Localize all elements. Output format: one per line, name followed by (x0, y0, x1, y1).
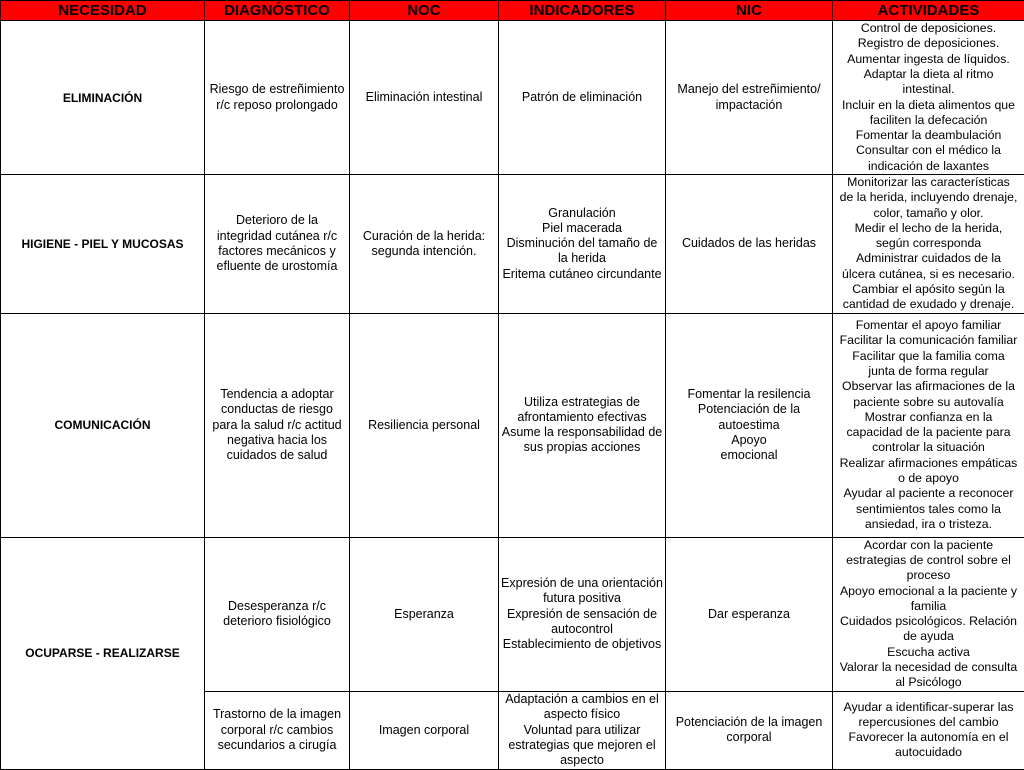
cell-line: indicación de laxantes (835, 159, 1022, 174)
table-row (1, 21, 1024, 175)
cell-line: Curación de la herida: (352, 229, 496, 244)
table-row (1, 175, 1024, 314)
cell-line: Esperanza (352, 607, 496, 622)
cell-line: factores mecánicos y (207, 244, 347, 259)
diagnosis-cell (205, 175, 350, 314)
noc-cell (350, 313, 499, 537)
cell-line: Fomentar el apoyo familiar (835, 318, 1022, 333)
cell-line: o de apoyo (835, 471, 1022, 486)
cell-line: Utiliza estrategias de (501, 395, 663, 410)
cell-line: Ayudar al paciente a reconocer (835, 486, 1022, 501)
cell-line: faciliten la defecación (835, 113, 1022, 128)
cell-line: Registro de deposiciones. (835, 36, 1022, 51)
cell-line: cantidad de exudado y drenaje. (835, 297, 1022, 312)
cell-line: proceso (835, 568, 1022, 583)
cell-line: secundarios a cirugía (207, 738, 347, 753)
cell-line: Apoyo (668, 433, 830, 448)
need-cell: COMUNICACIÓN (1, 313, 205, 537)
cell-line: autocontrol (501, 622, 663, 637)
header-diagnostico: DIAGNÓSTICO (205, 1, 350, 21)
cell-line: Administrar cuidados de la (835, 251, 1022, 266)
cell-line: familia (835, 599, 1022, 614)
cell-line: Dar esperanza (668, 607, 830, 622)
cell-line: conductas de riesgo (207, 402, 347, 417)
cell-line: deterioro fisiológico (207, 614, 347, 629)
nic-cell (666, 313, 833, 537)
cell-line: color, tamaño y olor. (835, 206, 1022, 221)
cell-line: Valorar la necesidad de consulta (835, 660, 1022, 675)
cell-line: Fomentar la resilencia (668, 387, 830, 402)
cell-line: Cambiar el apósito según la (835, 282, 1022, 297)
activities-cell (833, 175, 1024, 314)
indicators-cell (499, 175, 666, 314)
diagnosis-cell (205, 21, 350, 175)
table-row (1, 537, 1024, 691)
cell-line: Eliminación intestinal (352, 90, 496, 105)
cell-line: Expresión de una orientación (501, 576, 663, 591)
cell-line: Deterioro de la (207, 213, 347, 228)
cell-line: de ayuda (835, 629, 1022, 644)
table-row (1, 313, 1024, 537)
cell-line: Adaptar la dieta al ritmo (835, 67, 1022, 82)
cell-line: futura positiva (501, 591, 663, 606)
cell-line: Potenciación de la imagen (668, 715, 830, 730)
cell-line: negativa hacia los (207, 433, 347, 448)
activities-cell (833, 691, 1024, 769)
cell-line: repercusiones del cambio (835, 715, 1022, 730)
header-nic: NIC (666, 1, 833, 21)
cell-line: efluente de urostomía (207, 259, 347, 274)
need-cell: ELIMINACIÓN (1, 21, 205, 175)
cell-line: Asume la responsabilidad de (501, 425, 663, 440)
cell-line: Desesperanza r/c (207, 599, 347, 614)
cell-line: Piel macerada (501, 221, 663, 236)
activities-cell (833, 21, 1024, 175)
cell-line: Eritema cutáneo circundante (501, 267, 663, 282)
cell-line: Cuidados psicológicos. Relación (835, 614, 1022, 629)
cell-line: afrontamiento efectivas (501, 410, 663, 425)
nic-cell (666, 691, 833, 769)
cell-line: Escucha activa (835, 645, 1022, 660)
cell-line: Acordar con la paciente (835, 538, 1022, 553)
cell-line: Aumentar ingesta de líquidos. (835, 52, 1022, 67)
cell-line: la herida (501, 251, 663, 266)
cell-line: Control de deposiciones. (835, 21, 1022, 36)
header-indicadores: INDICADORES (499, 1, 666, 21)
cell-line: corporal (668, 730, 830, 745)
nic-cell (666, 175, 833, 314)
cell-line: intestinal. (835, 82, 1022, 97)
cell-line: para la salud r/c actitud (207, 418, 347, 433)
cell-line: Tendencia a adoptar (207, 387, 347, 402)
cell-line: al Psicólogo (835, 675, 1022, 690)
nic-cell (666, 537, 833, 691)
cell-line: Incluir en la dieta alimentos que (835, 98, 1022, 113)
cell-line: ansiedad, ira o tristeza. (835, 517, 1022, 532)
activities-cell (833, 537, 1024, 691)
cell-line: Manejo del estreñimiento/ (668, 82, 830, 97)
indicators-cell (499, 21, 666, 175)
need-cell: OCUPARSE - REALIZARSE (1, 537, 205, 769)
cell-line: de la herida, incluyendo drenaje, (835, 190, 1022, 205)
cell-line: Monitorizar las características (835, 175, 1022, 190)
cell-line: sus propias acciones (501, 440, 663, 455)
cell-line: sentimientos tales como la (835, 502, 1022, 517)
cell-line: Patrón de eliminación (501, 90, 663, 105)
cell-line: Potenciación de la (668, 402, 830, 417)
cell-line: Disminución del tamaño de (501, 236, 663, 251)
cell-line: cuidados de salud (207, 448, 347, 463)
cell-line: Apoyo emocional a la paciente y (835, 584, 1022, 599)
cell-line: aspecto (501, 753, 663, 768)
cell-line: aspecto físico (501, 707, 663, 722)
cell-line: estrategias de control sobre el (835, 553, 1022, 568)
cell-line: Voluntad para utilizar (501, 723, 663, 738)
cell-line: Imagen corporal (352, 723, 496, 738)
cell-line: Adaptación a cambios en el (501, 692, 663, 707)
indicators-cell (499, 691, 666, 769)
noc-cell (350, 21, 499, 175)
cell-line: Realizar afirmaciones empáticas (835, 456, 1022, 471)
cell-line: Fomentar la deambulación (835, 128, 1022, 143)
header-row (1, 1, 1024, 21)
cell-line: controlar la situación (835, 440, 1022, 455)
header-actividades: ACTIVIDADES (833, 1, 1024, 21)
noc-cell (350, 175, 499, 314)
diagnosis-cell (205, 313, 350, 537)
cell-line: autocuidado (835, 745, 1022, 760)
cell-line: autoestima (668, 418, 830, 433)
diagnosis-cell (205, 537, 350, 691)
cell-line: paciente sobre su autovalía (835, 395, 1022, 410)
indicators-cell (499, 313, 666, 537)
cell-line: Facilitar la comunicación familiar (835, 333, 1022, 348)
header-necesidad: NECESIDAD (1, 1, 205, 21)
cell-line: capacidad de la paciente para (835, 425, 1022, 440)
cell-line: Riesgo de estreñimiento (207, 82, 347, 97)
header-noc: NOC (350, 1, 499, 21)
cell-line: Granulación (501, 206, 663, 221)
cell-line: Mostrar confianza en la (835, 410, 1022, 425)
cell-line: Observar las afirmaciones de la (835, 379, 1022, 394)
noc-cell (350, 691, 499, 769)
cell-line: Ayudar a identificar-superar las (835, 700, 1022, 715)
cell-line: Trastorno de la imagen (207, 707, 347, 722)
cell-line: emocional (668, 448, 830, 463)
cell-line: Favorecer la autonomía en el (835, 730, 1022, 745)
cell-line: según corresponda (835, 236, 1022, 251)
cell-line: junta de forma regular (835, 364, 1022, 379)
cell-line: Expresión de sensación de (501, 607, 663, 622)
cell-line: úlcera cutánea, si es necesario. (835, 267, 1022, 282)
diagnosis-cell (205, 691, 350, 769)
indicators-cell (499, 537, 666, 691)
cell-line: Facilitar que la familia coma (835, 349, 1022, 364)
cell-line: Resiliencia personal (352, 418, 496, 433)
cell-line: Consultar con el médico la (835, 143, 1022, 158)
nic-cell (666, 21, 833, 175)
cell-line: r/c reposo prolongado (207, 98, 347, 113)
cell-line: segunda intención. (352, 244, 496, 259)
cell-line: Cuidados de las heridas (668, 236, 830, 251)
need-cell: HIGIENE - PIEL Y MUCOSAS (1, 175, 205, 314)
cell-line: Medir el lecho de la herida, (835, 221, 1022, 236)
activities-cell (833, 313, 1024, 537)
noc-cell (350, 537, 499, 691)
cell-line: integridad cutánea r/c (207, 229, 347, 244)
cell-line: impactación (668, 98, 830, 113)
cell-line: estrategias que mejoren el (501, 738, 663, 753)
cell-line: corporal r/c cambios (207, 723, 347, 738)
cell-line: Establecimiento de objetivos (501, 637, 663, 652)
